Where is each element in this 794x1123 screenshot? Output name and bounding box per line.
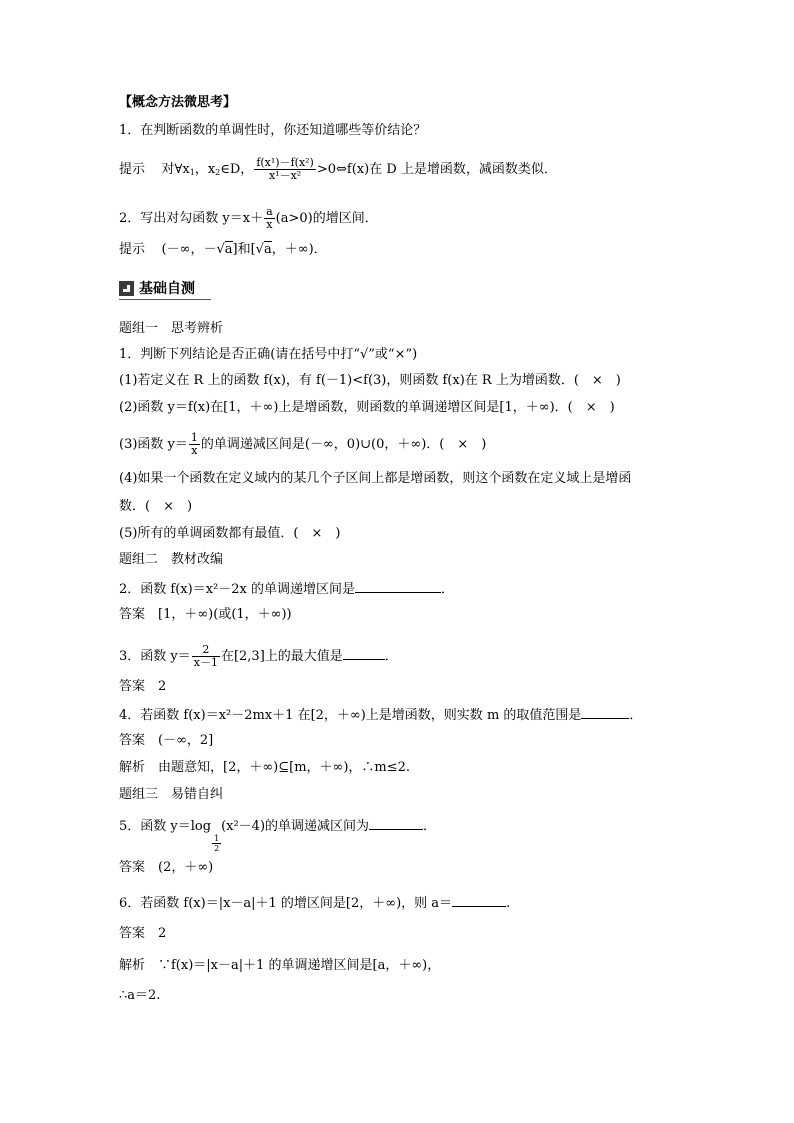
group1-item-4-line-2: 数．( × ): [119, 499, 193, 514]
group3-question-6: 6．若函数 f(x)＝|x－a|＋1 的增区间是[2，＋∞)，则 a＝ .: [119, 896, 511, 911]
group2-explanation-4: 解析 由题意知，[2，＋∞)⊆[m，＋∞)，∴m≤2.: [119, 760, 411, 775]
group3-answer-6: 答案 2: [119, 926, 167, 941]
sqrt-symbol: √: [216, 242, 225, 257]
section-heading-basic-self-test: 基础自测: [119, 279, 211, 299]
group3-explanation-6-line-1: 解析 ∵f(x)＝|x－a|＋1 的单调递增区间是[a，＋∞)，: [119, 958, 441, 973]
answer-blank: [452, 894, 506, 907]
group2-answer-2: 答案 [1，＋∞)(或(1，＋∞)): [119, 607, 292, 622]
section-square-icon: [119, 281, 134, 296]
sqrt-symbol: √: [255, 242, 264, 257]
group2-answer-3: 答案 2: [119, 679, 167, 694]
group3-explanation-6-line-2: ∴a＝2.: [119, 988, 161, 1003]
concept-hint-2: 提示 (－∞，－√a]和[√a，＋∞)．: [119, 242, 327, 257]
group1-item-2: (2)函数 y＝f(x)在[1，＋∞)上是增函数，则函数的单调递增区间是[1，＋∞)．( × ): [119, 400, 615, 415]
group1-question-1: 1．判断下列结论是否正确(请在括号中打“√”或“×”): [119, 347, 418, 362]
concept-question-1: 1．在判断函数的单调性时，你还知道哪些等价结论？: [119, 123, 427, 138]
group3-title: 题组三 易错自纠: [119, 787, 224, 802]
answer-blank: [581, 706, 629, 719]
concept-question-2: 2．写出对勾函数 y＝x＋ $\frac{a}{x}$ (a>0)的增区间．: [119, 205, 378, 231]
group1-title: 题组一 思考辨析: [119, 321, 224, 336]
group1-item-4-line-1: (4)如果一个函数在定义域内的某几个子区间上都是增函数，则这个函数在定义域上是增函: [119, 471, 632, 486]
group3-answer-5: 答案 (2，＋∞): [119, 860, 214, 875]
two-over-x-minus-1-fraction: $\frac{2}{x-1}$: [193, 643, 218, 669]
group2-answer-4: 答案 (－∞，2]: [119, 733, 214, 748]
group1-item-3: (3)函数 y＝ $\frac{1}{x}$ 的单调递减区间是(－∞，0)∪(0，＋∞)．( × ): [119, 431, 487, 457]
group2-title: 题组二 教材改编: [119, 552, 224, 567]
group2-question-4: 4．若函数 f(x)＝x²－2mx＋1 在[2，＋∞)上是增函数，则实数 m 的取值范围是 ．: [119, 708, 643, 723]
one-over-x-fraction: $\frac{1}{x}$: [190, 431, 198, 457]
answer-blank: [355, 580, 441, 593]
section-underline: [119, 299, 211, 300]
group3-question-5: 5．函数 y＝log $\frac{1}{2}$ (x²－4)的单调递减区间为 ．: [119, 819, 437, 853]
answer-blank: [343, 647, 385, 660]
group2-question-2: 2．函数 f(x)＝x²－2x 的单调递增区间是 ．: [119, 582, 454, 597]
group1-item-1: (1)若定义在 R 上的函数 f(x)，有 f(－1)<f(3)，则函数 f(x)在 R 上为增函数．( × ): [119, 373, 621, 388]
concept-header: 【概念方法微思考】: [119, 95, 237, 110]
group2-question-3: 3．函数 y＝ $\frac{2}{x-1}$ 在[2,3]上的最大值是 ．: [119, 643, 398, 669]
group1-item-5: (5)所有的单调函数都有最值．( × ): [119, 526, 341, 541]
a-over-x-fraction: $\frac{a}{x}$: [266, 205, 273, 231]
answer-blank: [369, 817, 423, 830]
concept-hint-1: 提示 对$\forall x_1$，$x_2\in D$， $\frac{\text{f(x¹)－f(x²)}}{\text{x¹－x²}}$ >0⇔f(x)在 D 上是增函数，减函数类似．: [119, 156, 557, 182]
difference-quotient-fraction: $\frac{\text{f(x¹)－f(x²)}}{\text{x¹－x²}}$: [256, 156, 314, 182]
